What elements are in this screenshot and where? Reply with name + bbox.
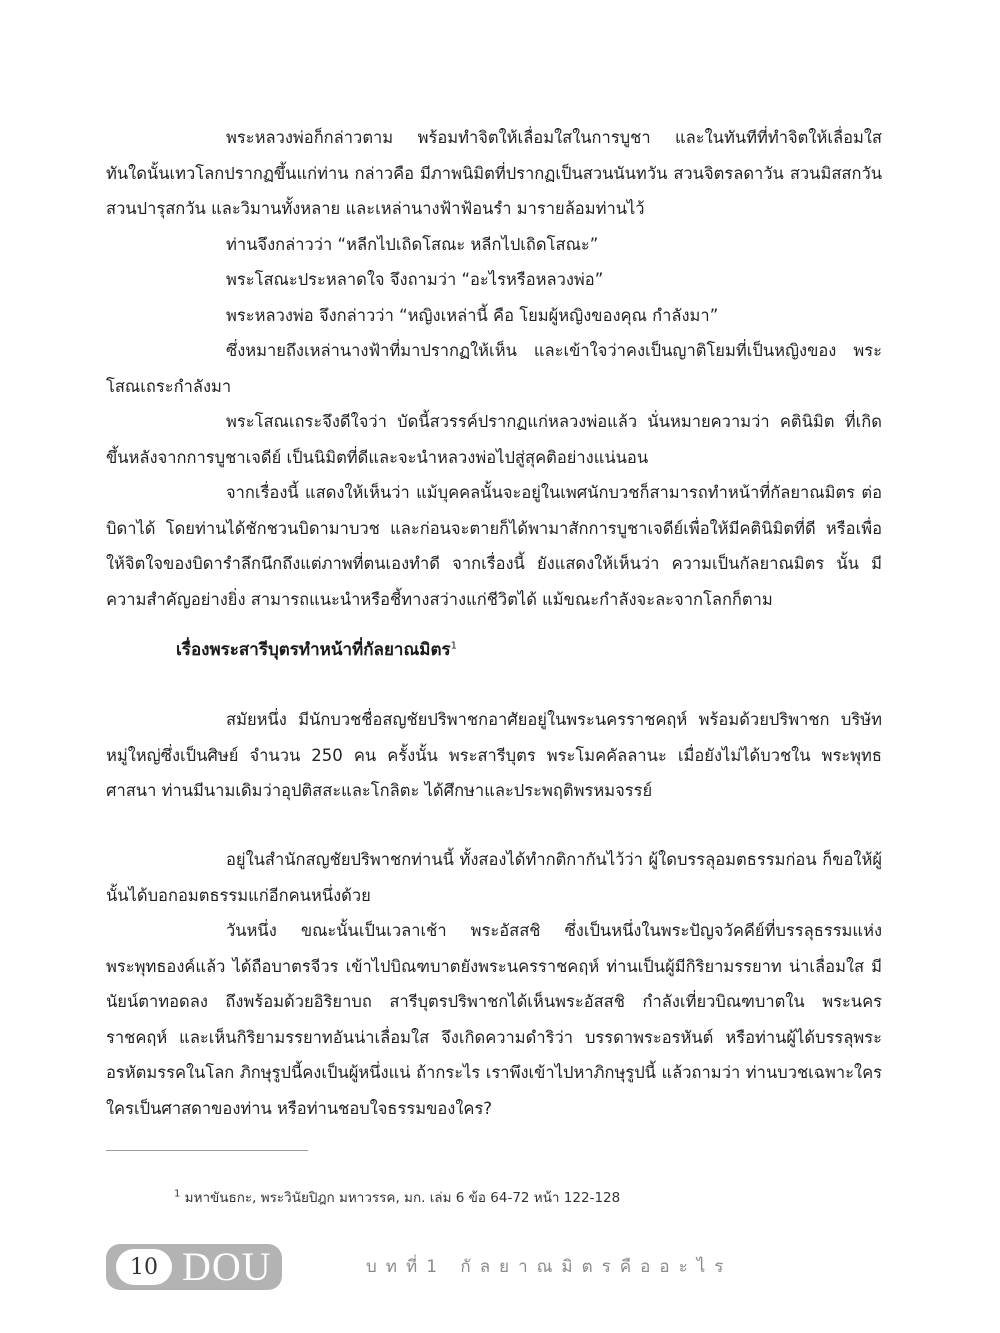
footnote-divider xyxy=(106,1150,308,1151)
paragraph: พระหลวงพ่อ จึงกล่าวว่า “หญิงเหล่านี้ คือ โยมผู้หญิงของคุณ กำลังมา” xyxy=(226,305,719,325)
chapter-title: บทที่1 กัลยาณมิตรคืออะไร xyxy=(366,1257,733,1277)
section-heading xyxy=(176,636,457,663)
footnote xyxy=(174,1186,620,1208)
footnote-mark: 1 xyxy=(174,1188,181,1200)
paragraph: สมัยหนึ่ง มีนักบวชชื่อสญชัยปริพาชกอาศัยอยู่ในพระนครราชคฤห์ พร้อมด้วยปริพาชก บริษัทหมู่ใหญ่ซึ่งเป็นศิษย์ จำนวน 250 คน ครั้งนั้น พระสารีบุตร พระโมคคัลลานะ เมื่อยังไม่ได้บวชใน พระพุทธศาสนา ท่านมีนามเดิมว่าอุปติสสะและโกลิตะ ได้ศึกษาและประพฤติพรหมจรรย์ xyxy=(106,710,882,800)
footer-badge xyxy=(106,1244,282,1290)
brand-logo-text: DOU xyxy=(182,1244,272,1289)
paragraph: ท่านจึงกล่าวว่า “หลีกไปเถิดโสณะ หลีกไปเถิดโสณะ” xyxy=(226,234,599,254)
paragraph: วันหนึ่ง ขณะนั้นเป็นเวลาเช้า พระอัสสชิ ซึ่งเป็นหนึ่งในพระปัญจวัคคีย์ที่บรรลุธรรมแห่ง พระพุทธองค์แล้ว ได้ถือบาตรจีวร เข้าไปบิณฑบาตยังพระนครราชคฤห์ ท่านเป็นผู้มีกิริยามรรยาท น่าเลื่อมใส มีนัยน์ตาทอดลง ถึงพร้อมด้วยอิริยาบถ สารีบุตรปริพาชกได้เห็นพระอัสสชิ กำลังเที่ยวบิณฑบาตใน พระนครราชคฤห์ และเห็นกิริยามรรยาทอันน่าเลื่อมใส จึงเกิดความดำริว่า บรรดาพระอรหันต์ หรือท่านผู้ได้บรรลุพระอรหัตมรรคในโลก ภิกษุรูปนี้คงเป็นผู้หนึ่งแน่ ถ้ากระไร เราพึงเข้าไปหาภิกษุรูปนี้ แล้วถามว่า ท่านบวชเฉพาะใคร ใครเป็นศาสดาของท่าน หรือท่านชอบใจธรรมของใคร? xyxy=(106,921,882,1118)
body-text-block-1 xyxy=(106,120,882,617)
paragraph: พระหลวงพ่อก็กล่าวตาม พร้อมทำจิตให้เลื่อมใสในการบูชา และในทันทีที่ทำจิตให้เลื่อมใส ทันใดนั้นเทวโลกปรากฏขึ้นแก่ท่าน กล่าวคือ มีภาพนิมิตที่ปรากฏเป็นสวนนันทวัน สวนจิตรลดาวัน สวนมิสสกวัน สวนปารุสกวัน และวิมานทั้งหลาย และเหล่านางฟ้าฟ้อนรำ มารายล้อมท่านไว้ xyxy=(106,128,882,218)
footnote-reference[interactable]: 1 xyxy=(450,640,458,652)
body-text-block-2 xyxy=(106,702,882,809)
paragraph: ซึ่งหมายถึงเหล่านางฟ้าที่มาปรากฏให้เห็น และเข้าใจว่าคงเป็นญาติโยมที่เป็นหญิงของ พระโสณเถระกำลังมา xyxy=(106,341,882,396)
footnote-text: มหาขันธกะ, พระวินัยปิฎก มหาวรรค, มก. เล่ม 6 ข้อ 64-72 หน้า 122-128 xyxy=(180,1190,621,1206)
body-text-block-3 xyxy=(106,842,882,1126)
paragraph: พระโสณเถระจึงดีใจว่า บัดนี้สวรรค์ปรากฏแก่หลวงพ่อแล้ว นั่นหมายความว่า คตินิมิต ที่เกิดขึ้นหลังจากการบูชาเจดีย์ เป็นนิมิตที่ดีและจะนำหลวงพ่อไปสู่สุคติอย่างแน่นอน xyxy=(106,412,882,467)
paragraph: จากเรื่องนี้ แสดงให้เห็นว่า แม้บุคคลนั้นจะอยู่ในเพศนักบวชก็สามารถทำหน้าที่กัลยาณมิตร ต่อบิดาได้ โดยท่านได้ชักชวนบิดามาบวช และก่อนจะตายก็ได้พามาสักการบูชาเจดีย์เพื่อให้มีคตินิมิตที่ดี หรือเพื่อให้จิตใจของบิดารำลึกนึกถึงแต่ภาพที่ตนเองทำดี จากเรื่องนี้ ยังแสดงให้เห็นว่า ความเป็นกัลยาณมิตร นั้น มีความสำคัญอย่างยิ่ง สามารถแนะนำหรือชี้ทางสว่างแก่ชีวิตได้ แม้ขณะกำลังจะละจากโลกก็ตาม xyxy=(106,483,882,609)
paragraph: พระโสณะประหลาดใจ จึงถามว่า “อะไรหรือหลวงพ่อ” xyxy=(226,270,604,289)
page-number: 10 xyxy=(116,1249,172,1285)
section-heading-text: เรื่องพระสารีบุตรทำหน้าที่กัลยาณมิตร xyxy=(176,640,451,660)
paragraph: อยู่ในสำนักสญชัยปริพาชกท่านนี้ ทั้งสองได้ทำกติกากันไว้ว่า ผู้ใดบรรลุอมตธรรมก่อน ก็ขอให้ผู้นั้นได้บอกอมตธรรมแก่อีกคนหนึ่งด้วย xyxy=(106,850,882,905)
